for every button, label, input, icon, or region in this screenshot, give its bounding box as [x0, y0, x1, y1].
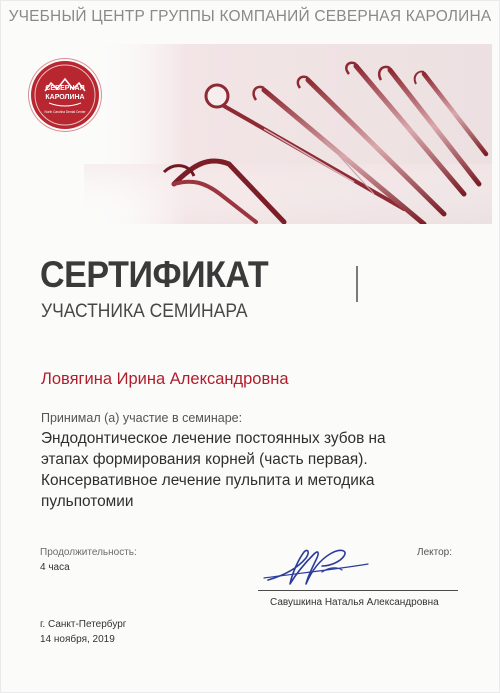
seminar-title-line: этапах формирования корней (часть первая).: [41, 451, 368, 468]
recipient-name: Ловягина Ирина Александровна: [41, 370, 289, 388]
company-logo: [31, 61, 99, 129]
seminar-title: [41, 428, 471, 512]
lector-signature: [262, 540, 372, 590]
seminar-title-line: пульпотомии: [41, 493, 134, 510]
signature-line: [258, 590, 458, 591]
duration-value: 4 часа: [40, 562, 70, 573]
seminar-title-line: Консервативное лечение пульпита и методика: [41, 472, 375, 489]
participation-text: Принимал (а) участие в семинаре:: [41, 411, 243, 425]
seminar-title-line: Эндодонтическое лечение постоянных зубов на: [41, 430, 386, 447]
svg-text:North Carolina Dental Center: North Carolina Dental Center: [44, 110, 86, 114]
decorative-divider: [356, 266, 358, 302]
lector-name: Савушкина Наталья Александровна: [270, 597, 439, 608]
svg-text:СЕВЕРНАЯ: СЕВЕРНАЯ: [45, 85, 85, 92]
certificate-title: СЕРТИФИКАТ: [40, 254, 269, 295]
certificate-subtitle: УЧАСТНИКА СЕМИНАРА: [41, 301, 248, 322]
issue-date: 14 ноября, 2019: [40, 634, 115, 645]
organization-header: УЧЕБНЫЙ ЦЕНТР ГРУППЫ КОМПАНИЙ СЕВЕРНАЯ КАРОЛИНА: [8, 8, 492, 25]
duration-label: Продолжительность:: [40, 547, 137, 558]
issue-city: г. Санкт-Петербург: [40, 619, 127, 630]
lector-label: Лектор:: [417, 547, 452, 558]
svg-text:КАРОЛИНА: КАРОЛИНА: [45, 94, 85, 101]
